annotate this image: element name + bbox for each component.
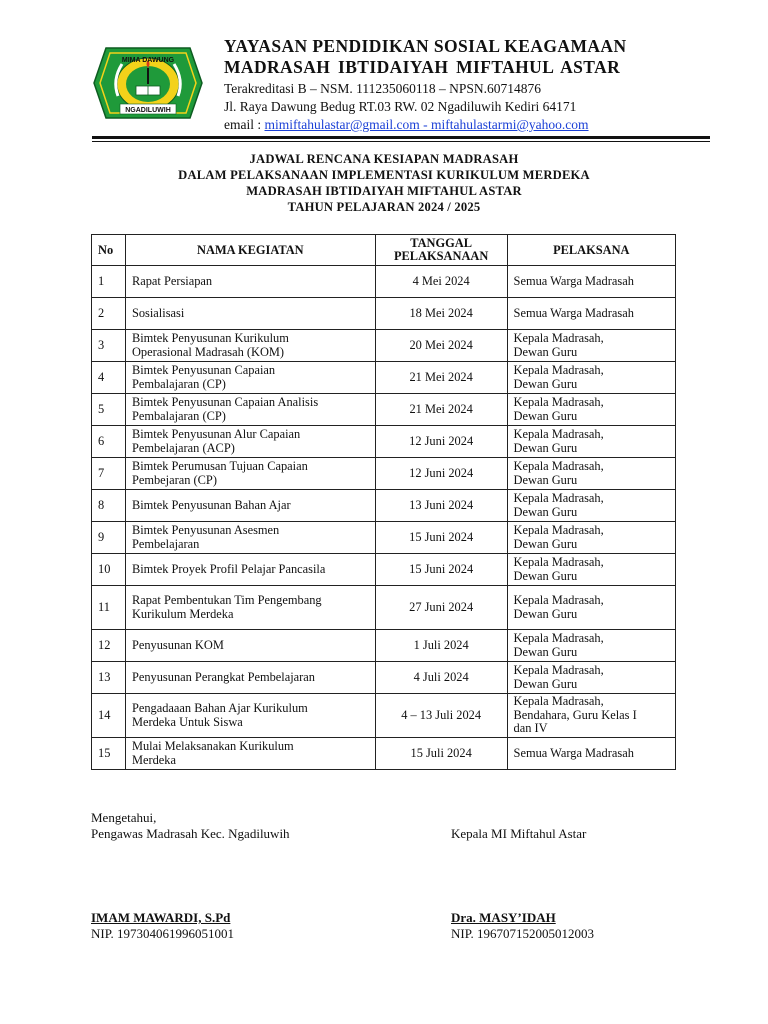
header-date-line-2: PELAKSANAAN <box>393 249 489 263</box>
title-line-2: DALAM PELAKSANAAN IMPLEMENTASI KURIKULUM MERDEKA <box>178 168 590 182</box>
letterhead-rule-thick <box>92 136 710 139</box>
table-row <box>92 738 676 770</box>
executor-line-2: Dewan Guru <box>513 472 578 487</box>
date-text: 18 Mei 2024 <box>409 305 473 320</box>
table-row <box>92 426 676 458</box>
row-number <box>92 554 126 586</box>
row-number <box>92 298 126 330</box>
date-text: 21 Mei 2024 <box>409 401 473 416</box>
executor-line-1: Kepala Madrasah, <box>513 491 604 505</box>
activity-line-1: Bimtek Penyusunan Capaian Analisis <box>131 395 319 409</box>
row-number <box>92 330 126 362</box>
header-date <box>375 235 507 266</box>
school-address: Jl. Raya Dawung Bedug RT.03 RW. 02 Ngadiluwih Kediri 64171 <box>224 99 577 114</box>
executor-line-2: Dewan Guru <box>513 644 578 659</box>
executor-cell <box>507 630 675 662</box>
row-number <box>92 266 126 298</box>
activity-line-2: Pembelajaran (ACP) <box>131 440 235 455</box>
executor-cell <box>507 586 675 630</box>
document-title <box>0 151 768 215</box>
executor-line-1: Kepala Madrasah, <box>513 395 604 409</box>
school-name: MADRASAH IBTIDAIYAH MIFTAHUL ASTAR <box>224 57 621 77</box>
activity-line-1: Mulai Melaksanakan Kurikulum <box>131 739 294 753</box>
executor-line-2: Dewan Guru <box>513 504 578 519</box>
date-text: 4 Juli 2024 <box>413 669 469 684</box>
activity-line-1: Sosialisasi <box>131 305 185 320</box>
date-text: 27 Juni 2024 <box>409 599 474 614</box>
school-logo <box>92 40 204 126</box>
date-cell <box>375 694 507 738</box>
date-text: 15 Juni 2024 <box>409 561 474 576</box>
executor-line-2: Dewan Guru <box>513 344 578 359</box>
executor-cell <box>507 522 675 554</box>
activity-cell <box>125 694 375 738</box>
right-name: Dra. MASY’IDAH <box>451 910 556 925</box>
activity-line-1: Bimtek Penyusunan Asesmen <box>131 523 280 537</box>
executor-line-1: Semua Warga Madrasah <box>513 745 634 760</box>
executor-line-2: Dewan Guru <box>513 408 578 423</box>
row-number-text: 11 <box>98 599 110 614</box>
executor-cell <box>507 458 675 490</box>
date-text: 15 Juni 2024 <box>409 529 474 544</box>
activity-line-1: Bimtek Penyusunan Alur Capaian <box>131 427 301 441</box>
executor-line-2: Dewan Guru <box>513 536 578 551</box>
date-text: 12 Juni 2024 <box>409 433 474 448</box>
row-number <box>92 662 126 694</box>
left-signatory <box>91 910 234 942</box>
schedule-table <box>91 234 676 770</box>
executor-cell <box>507 694 675 738</box>
activity-cell <box>125 458 375 490</box>
title-line-1: JADWAL RENCANA KESIAPAN MADRASAH <box>249 152 519 166</box>
left-nip: NIP. 197304061996051001 <box>91 926 235 941</box>
row-number <box>92 394 126 426</box>
date-cell <box>375 362 507 394</box>
activity-cell <box>125 586 375 630</box>
activity-cell <box>125 394 375 426</box>
row-number-text: 15 <box>98 745 111 760</box>
activity-line-2: Pembelajaran <box>131 536 200 551</box>
title-line-4: TAHUN PELAJARAN 2024 / 2025 <box>287 200 481 214</box>
row-number <box>92 426 126 458</box>
table-row <box>92 586 676 630</box>
executor-cell <box>507 266 675 298</box>
table-row <box>92 458 676 490</box>
row-number-text: 1 <box>98 273 105 288</box>
activity-line-1: Pengadaaan Bahan Ajar Kurikulum <box>131 701 308 715</box>
executor-line-2: Dewan Guru <box>513 606 578 621</box>
acknowledged-label: Mengetahui, <box>91 810 157 825</box>
foundation-name: YAYASAN PENDIDIKAN SOSIAL KEAGAMAAN <box>224 36 627 56</box>
table-row <box>92 662 676 694</box>
row-number <box>92 362 126 394</box>
table-row <box>92 298 676 330</box>
activity-line-2: Operasional Madrasah (KOM) <box>131 344 285 359</box>
activity-line-2: Merdeka <box>131 752 176 767</box>
row-number <box>92 738 126 770</box>
date-cell <box>375 490 507 522</box>
activity-cell <box>125 522 375 554</box>
row-number-text: 4 <box>98 369 105 384</box>
date-cell <box>375 522 507 554</box>
date-text: 4 Mei 2024 <box>412 273 470 288</box>
table-row <box>92 266 676 298</box>
executor-line-1: Kepala Madrasah, <box>513 694 604 709</box>
table-row <box>92 554 676 586</box>
executor-line-2: Dewan Guru <box>513 568 578 583</box>
header-activity: NAMA KEGIATAN <box>125 235 375 266</box>
executor-cell <box>507 362 675 394</box>
date-cell <box>375 298 507 330</box>
date-cell <box>375 662 507 694</box>
executor-line-1: Kepala Madrasah, <box>513 363 604 377</box>
row-number-text: 14 <box>98 707 111 722</box>
table-row <box>92 522 676 554</box>
executor-cell <box>507 330 675 362</box>
activity-line-1: Bimtek Penyusunan Bahan Ajar <box>131 497 291 512</box>
right-role: Kepala MI Miftahul Astar <box>451 826 587 841</box>
letterhead <box>224 36 694 134</box>
row-number-text: 6 <box>98 433 105 448</box>
email-line <box>224 116 694 134</box>
executor-line-1: Kepala Madrasah, <box>513 663 604 677</box>
executor-line-2: Dewan Guru <box>513 676 578 691</box>
letterhead-rule-thin <box>92 141 710 142</box>
activity-line-1: Rapat Persiapan <box>131 273 213 288</box>
activity-cell <box>125 630 375 662</box>
executor-cell <box>507 426 675 458</box>
activity-line-1: Bimtek Perumusan Tujuan Capaian <box>131 459 308 473</box>
executor-line-1: Semua Warga Madrasah <box>513 273 634 288</box>
executor-line-2: Dewan Guru <box>513 376 578 391</box>
table-row <box>92 694 676 738</box>
left-name: IMAM MAWARDI, S.Pd <box>91 910 231 925</box>
executor-line-1: Kepala Madrasah, <box>513 427 604 441</box>
executor-cell <box>507 490 675 522</box>
table-row <box>92 394 676 426</box>
activity-line-2: Merdeka Untuk Siswa <box>131 714 243 729</box>
row-number-text: 5 <box>98 401 105 416</box>
date-cell <box>375 330 507 362</box>
date-cell <box>375 394 507 426</box>
date-text: 12 Juni 2024 <box>409 465 474 480</box>
row-number-text: 8 <box>98 497 105 512</box>
left-role: Pengawas Madrasah Kec. Ngadiluwih <box>91 826 290 841</box>
row-number <box>92 522 126 554</box>
activity-cell <box>125 738 375 770</box>
row-number <box>92 694 126 738</box>
date-cell <box>375 266 507 298</box>
executor-line-1: Kepala Madrasah, <box>513 555 604 569</box>
right-signature-role <box>451 826 586 842</box>
row-number-text: 7 <box>98 465 105 480</box>
date-text: 4 – 13 Juli 2024 <box>401 707 482 722</box>
row-number-text: 12 <box>98 637 111 652</box>
activity-cell <box>125 490 375 522</box>
activity-cell <box>125 662 375 694</box>
date-text: 1 Juli 2024 <box>413 637 469 652</box>
activity-cell <box>125 362 375 394</box>
accreditation: Terakreditasi B – NSM. 111235060118 – NPSN.60714876 <box>224 81 542 96</box>
header-executor: PELAKSANA <box>507 235 675 266</box>
row-number-text: 10 <box>98 561 111 576</box>
activity-line-1: Bimtek Penyusunan Capaian <box>131 363 276 377</box>
date-text: 21 Mei 2024 <box>409 369 473 384</box>
activity-line-2: Pembejaran (CP) <box>131 472 217 487</box>
logo-top-text: MIMA DAWUNG <box>121 57 175 64</box>
executor-cell <box>507 662 675 694</box>
row-number <box>92 586 126 630</box>
date-cell <box>375 630 507 662</box>
left-signature-block <box>91 810 290 842</box>
date-cell <box>375 554 507 586</box>
activity-line-1: Bimtek Penyusunan Kurikulum <box>131 331 289 345</box>
executor-line-1: Kepala Madrasah, <box>513 631 604 645</box>
email-link[interactable]: mimiftahulastar@gmail.com - miftahulastarmi@yahoo.com <box>264 117 589 132</box>
row-number-text: 3 <box>98 337 105 352</box>
date-text: 15 Juli 2024 <box>410 745 472 760</box>
date-text: 20 Mei 2024 <box>409 337 473 352</box>
executor-line-2: Bendahara, Guru Kelas I <box>513 707 637 722</box>
executor-line-1: Kepala Madrasah, <box>513 459 604 473</box>
activity-cell <box>125 298 375 330</box>
right-signatory <box>451 910 594 942</box>
table-row <box>92 630 676 662</box>
executor-line-1: Kepala Madrasah, <box>513 523 604 537</box>
right-nip: NIP. 196707152005012003 <box>451 926 595 941</box>
activity-line-1: Penyusunan KOM <box>131 637 224 652</box>
row-number-text: 9 <box>98 529 105 544</box>
executor-line-1: Kepala Madrasah, <box>513 331 604 345</box>
activity-cell <box>125 330 375 362</box>
executor-line-3: dan IV <box>513 721 548 736</box>
table-row <box>92 362 676 394</box>
executor-cell <box>507 554 675 586</box>
date-cell <box>375 586 507 630</box>
executor-line-2: Dewan Guru <box>513 440 578 455</box>
activity-line-1: Bimtek Proyek Profil Pelajar Pancasila <box>131 561 326 576</box>
logo-bottom-text: NGADILUWIH <box>125 107 171 114</box>
executor-line-1: Kepala Madrasah, <box>513 593 604 607</box>
executor-cell <box>507 298 675 330</box>
activity-line-1: Penyusunan Perangkat Pembelajaran <box>131 669 316 684</box>
table-row <box>92 490 676 522</box>
activity-line-2: Pembalajaran (CP) <box>131 408 226 423</box>
row-number <box>92 458 126 490</box>
header-no: No <box>92 235 126 266</box>
date-cell <box>375 426 507 458</box>
activity-line-2: Pembalajaran (CP) <box>131 376 226 391</box>
row-number <box>92 630 126 662</box>
row-number-text: 13 <box>98 669 111 684</box>
activity-line-2: Kurikulum Merdeka <box>131 606 234 621</box>
date-text: 13 Juni 2024 <box>409 497 474 512</box>
table-header-row <box>92 235 676 266</box>
executor-cell <box>507 738 675 770</box>
activity-cell <box>125 554 375 586</box>
header-date-line-1: TANGGAL <box>410 236 472 250</box>
title-line-3: MADRASAH IBTIDAIYAH MIFTAHUL ASTAR <box>246 184 522 198</box>
date-cell <box>375 458 507 490</box>
activity-cell <box>125 426 375 458</box>
executor-cell <box>507 394 675 426</box>
activity-cell <box>125 266 375 298</box>
email-label: email : <box>224 117 265 132</box>
table-row <box>92 330 676 362</box>
executor-line-1: Semua Warga Madrasah <box>513 305 634 320</box>
activity-line-1: Rapat Pembentukan Tim Pengembang <box>131 593 322 607</box>
row-number-text: 2 <box>98 305 105 320</box>
row-number <box>92 490 126 522</box>
date-cell <box>375 738 507 770</box>
